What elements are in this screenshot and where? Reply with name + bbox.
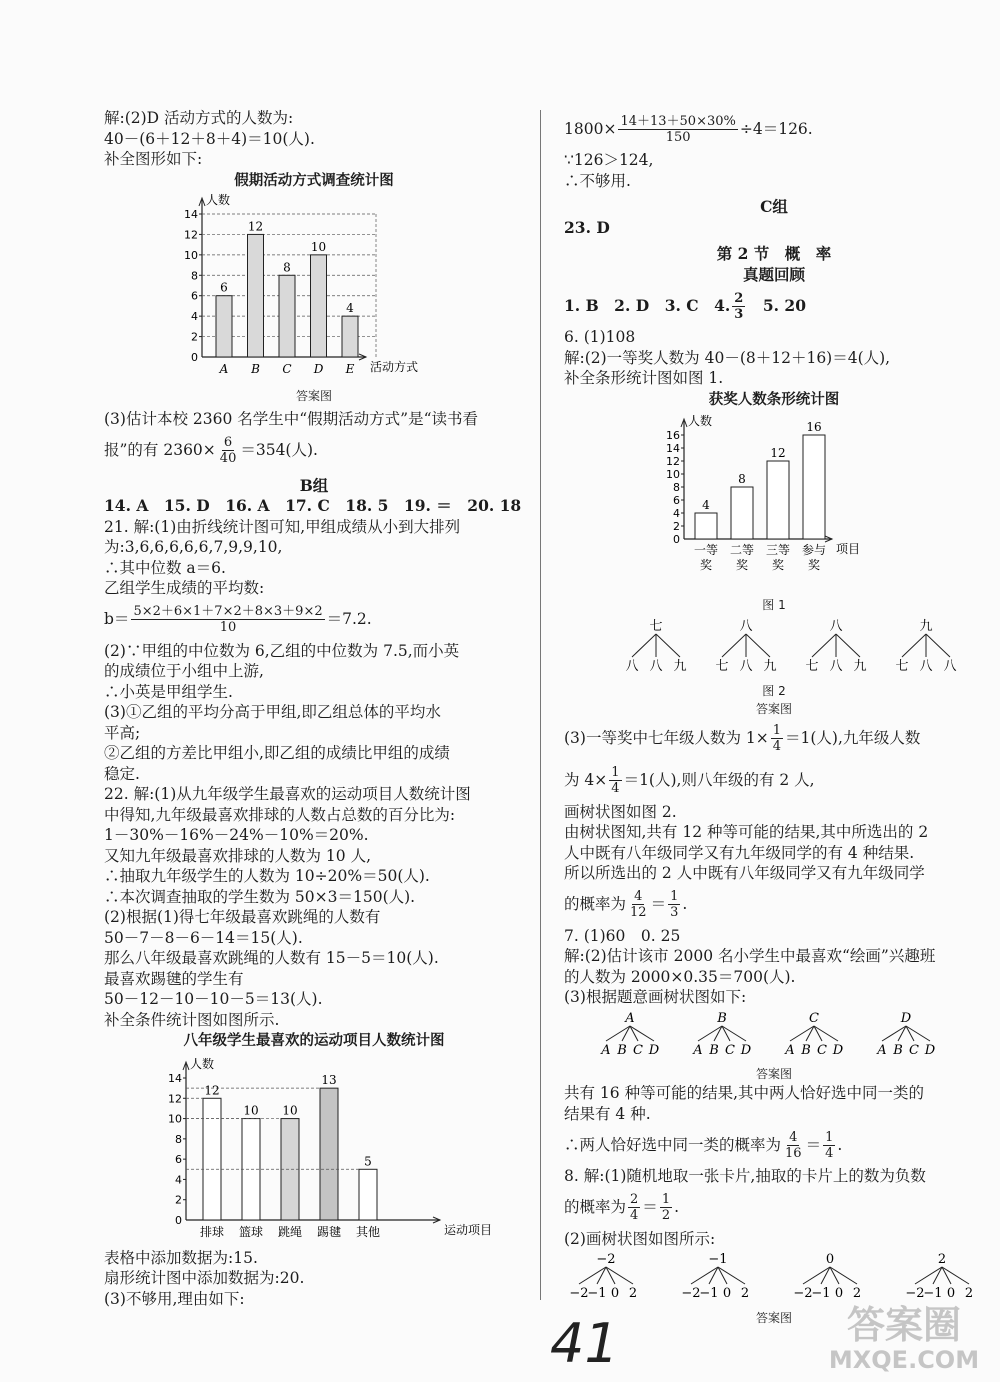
tree-leaf: 2 bbox=[852, 1286, 862, 1301]
text-line-with-fraction bbox=[564, 1187, 984, 1229]
tree-leaf: −1 bbox=[811, 1286, 831, 1301]
text-line: ∴抽取九年级学生的人数为 10÷20%＝50(人). bbox=[104, 867, 430, 885]
data-label: 10 bbox=[282, 1103, 298, 1118]
tree-leaf: 0 bbox=[834, 1286, 844, 1301]
tree-root-1: −1 bbox=[708, 1252, 728, 1267]
text-line-with-fraction bbox=[564, 718, 984, 760]
y-tick-label: 10 bbox=[184, 248, 198, 262]
text: 为 4× bbox=[564, 771, 608, 790]
tree-root-3: 2 bbox=[937, 1252, 947, 1267]
fraction bbox=[771, 723, 783, 754]
denominator: 40 bbox=[219, 451, 237, 466]
y-tick-label: 16 bbox=[666, 428, 680, 442]
tree-root-0: 七 bbox=[649, 619, 663, 634]
data-label: 8 bbox=[738, 471, 746, 486]
text: ＝7.2. bbox=[326, 610, 372, 629]
x-tick-label: B bbox=[251, 361, 260, 376]
chart1-caption: 答案图 bbox=[295, 389, 332, 403]
text-line: 所以所选出的 2 人中既有八年级同学又有九年级同学 bbox=[564, 864, 925, 882]
tree-leaf: 九 bbox=[673, 659, 687, 674]
tree-leaf: A bbox=[693, 1042, 703, 1058]
x-tick-label: 篮球 bbox=[238, 1225, 264, 1239]
denominator: 4 bbox=[630, 1208, 639, 1223]
y-tick-label: 14 bbox=[168, 1072, 182, 1085]
tree-root-0: A bbox=[625, 1010, 635, 1026]
text-line: 解:(2)一等奖人数为 40－(8＋12＋16)＝4(人), bbox=[564, 348, 891, 367]
chart2-award-bar-chart bbox=[564, 411, 984, 591]
text-line: (2)画树状图如图所示: bbox=[564, 1229, 716, 1248]
text-line: 稳定. bbox=[104, 764, 140, 783]
left-column bbox=[104, 108, 524, 1309]
text-line: (2)∵甲组的中位数为 6,乙组的中位数为 7.5,而小英 bbox=[104, 641, 460, 660]
chart3-sports-bar-chart bbox=[104, 1052, 524, 1242]
data-label: 4 bbox=[346, 300, 354, 315]
text-line: 的人数为 2000×0.35＝700(人). bbox=[564, 967, 796, 986]
text: 报”的有 2360× bbox=[104, 441, 216, 460]
text-line: 8. 解:(1)随机地取一张卡片,抽取的卡片上的数为负数 bbox=[564, 1167, 926, 1185]
x-axis-label: 项目 bbox=[836, 541, 861, 556]
y-tick-label: 0 bbox=[191, 350, 198, 364]
tree-leaf: D bbox=[832, 1042, 844, 1058]
tree-branch bbox=[812, 634, 836, 657]
y-tick-label: 6 bbox=[673, 493, 680, 507]
bar-B bbox=[248, 234, 264, 357]
tree-root-2: C bbox=[809, 1010, 819, 1026]
x-tick-label: 奖 bbox=[699, 557, 713, 572]
x-tick-label: E bbox=[345, 361, 355, 376]
text-line: ②乙组的方差比甲组小,即乙组的成绩比甲组的成绩 bbox=[104, 744, 450, 762]
text-line: 补全条形统计图如图 1. bbox=[564, 369, 724, 387]
y-tick-label: 4 bbox=[191, 309, 198, 323]
tree-leaf: C bbox=[909, 1042, 919, 1058]
tree-leaf: D bbox=[740, 1042, 752, 1058]
text-line: 乙组学生成绩的平均数: bbox=[104, 579, 265, 597]
tree3-caption: 答案图 bbox=[755, 1310, 792, 1325]
y-tick-label: 4 bbox=[175, 1173, 182, 1187]
tree-leaf: −1 bbox=[587, 1286, 607, 1301]
denominator: 10 bbox=[219, 620, 237, 635]
tree-leaf: D bbox=[648, 1042, 660, 1058]
subsection-title: 真题回顾 bbox=[742, 264, 805, 284]
denominator: 4 bbox=[825, 1145, 834, 1161]
numerator: 1 bbox=[670, 889, 679, 904]
text-line-with-fraction bbox=[564, 884, 984, 926]
data-label: 16 bbox=[806, 419, 822, 434]
numerator: 5×2＋6×1＋7×2＋8×3＋9×2 bbox=[133, 604, 323, 619]
bar-参与奖 bbox=[803, 435, 825, 539]
fraction bbox=[668, 889, 680, 920]
chart3-title: 八年级学生最喜欢的运动项目人数统计图 bbox=[183, 1033, 445, 1049]
text-line: 人中既有八年级同学又有九年级同学的有 4 种结果. bbox=[564, 843, 915, 862]
period: . bbox=[837, 1135, 843, 1154]
x-tick-label: C bbox=[282, 361, 292, 376]
tree-leaf: −1 bbox=[923, 1286, 943, 1301]
x-tick-label: 一等 bbox=[693, 542, 719, 557]
tree-leaf: 八 bbox=[649, 659, 663, 674]
bar-E bbox=[342, 316, 358, 357]
numerator: 4 bbox=[634, 889, 643, 904]
numerator: 1 bbox=[661, 1192, 671, 1207]
handwritten-page-number bbox=[545, 1310, 625, 1370]
fraction bbox=[609, 765, 621, 796]
tree-leaf: 八 bbox=[829, 659, 843, 674]
x-tick-label: 踢毽 bbox=[316, 1225, 342, 1239]
tree-leaf: 七 bbox=[715, 659, 729, 674]
tree-leaf: 八 bbox=[625, 659, 639, 674]
text-line: (3)不够用,理由如下: bbox=[104, 1289, 245, 1308]
text-line-with-fraction bbox=[564, 108, 984, 150]
tree-leaf: 九 bbox=[853, 659, 867, 674]
tree-branch bbox=[926, 634, 950, 657]
x-axis-label: 活动方式 bbox=[370, 359, 419, 374]
data-label: 10 bbox=[243, 1103, 259, 1118]
group-heading: C组 bbox=[760, 197, 788, 216]
tree-leaf: C bbox=[633, 1042, 643, 1058]
x-tick-label: 其他 bbox=[355, 1225, 381, 1239]
right-column bbox=[564, 108, 984, 1327]
text-line: 平高; bbox=[104, 723, 141, 742]
numerator: 6 bbox=[223, 435, 233, 450]
figure1-label: 图 1 bbox=[762, 598, 786, 612]
text: (3)一等奖中七年级人数为 1× bbox=[564, 729, 769, 748]
x-tick-label: A bbox=[219, 361, 229, 376]
tree-branch bbox=[656, 634, 680, 657]
section-title: 第 2 节 概 率 bbox=[716, 244, 832, 263]
y-tick-label: 8 bbox=[191, 268, 198, 282]
text-line: 结果有 4 种. bbox=[564, 1104, 651, 1123]
text-line: 最喜欢踢毽的学生有 bbox=[104, 969, 244, 988]
data-label: 5 bbox=[364, 1154, 372, 1169]
numerator: 2 bbox=[630, 1192, 639, 1207]
period: . bbox=[674, 1198, 680, 1217]
y-tick-label: 12 bbox=[666, 454, 680, 468]
period: . bbox=[682, 895, 688, 914]
text: ∴两人恰好选中同一类的概率为 bbox=[564, 1135, 782, 1154]
tree-leaf: B bbox=[617, 1042, 627, 1058]
y-tick-label: 8 bbox=[175, 1132, 182, 1146]
tree-leaf: −2 bbox=[905, 1286, 925, 1301]
text-line: 50－7－8－6－14＝15(人). bbox=[104, 928, 303, 947]
text-line: 由树状图知,共有 12 种等可能的结果,其中所选出的 2 bbox=[564, 823, 929, 841]
text-line: ∴小英是甲组学生. bbox=[104, 682, 233, 701]
tree-leaf: −2 bbox=[569, 1286, 589, 1301]
bar-D bbox=[311, 254, 327, 356]
text-line: (3)根据题意画树状图如下: bbox=[564, 988, 747, 1006]
numerator: 2 bbox=[734, 290, 744, 306]
tree-leaf: 0 bbox=[610, 1286, 620, 1301]
tree-branch bbox=[632, 634, 656, 657]
tree-leaf: B bbox=[893, 1042, 903, 1058]
tree-diagram-letters bbox=[564, 1008, 984, 1060]
tree-branch bbox=[902, 634, 926, 657]
text: 的概率为 bbox=[564, 895, 627, 914]
denominator: 150 bbox=[665, 129, 691, 145]
y-tick-label: 12 bbox=[184, 227, 198, 241]
tree-leaf: C bbox=[817, 1042, 827, 1058]
text-line: 画树状图如图 2. bbox=[564, 802, 677, 821]
tree-leaf: A bbox=[785, 1042, 795, 1058]
data-label: 8 bbox=[283, 259, 291, 274]
text-line-with-fraction bbox=[564, 1124, 984, 1166]
y-tick-label: 4 bbox=[673, 506, 680, 520]
chart1-title: 假期活动方式调查统计图 bbox=[234, 172, 394, 189]
figure-caption: 答案图 bbox=[755, 701, 792, 716]
text-line: 共有 16 种等可能的结果,其中两人恰好选中同一类的 bbox=[564, 1084, 925, 1102]
text-line: 又知九年级最喜欢排球的人数为 10 人, bbox=[104, 846, 372, 865]
tree-leaf: 2 bbox=[628, 1286, 638, 1301]
answer-line: 23. D bbox=[564, 217, 610, 237]
y-tick-label: 0 bbox=[673, 532, 680, 546]
x-tick-label: 参与 bbox=[801, 542, 827, 557]
bar-二等奖 bbox=[731, 487, 753, 539]
text-line: 6. (1)108 bbox=[564, 328, 636, 346]
text-line: 22. 解:(1)从九年级学生最喜欢的运动项目人数统计图 bbox=[104, 785, 471, 803]
x-tick-label: 跳绳 bbox=[277, 1225, 303, 1239]
tree-root-2: 0 bbox=[825, 1252, 835, 1267]
tree-branch bbox=[836, 634, 860, 657]
fraction bbox=[131, 604, 324, 635]
y-tick-label: 8 bbox=[673, 480, 680, 494]
data-label: 12 bbox=[204, 1083, 220, 1098]
text-line: 那么八年级最喜欢跳绳的人数有 15－5＝10(人). bbox=[104, 949, 439, 967]
text-line: 补全条件统计图如图所示. bbox=[104, 1010, 280, 1029]
text-line: 补全图形如下: bbox=[104, 150, 203, 168]
chart2-title: 获奖人数条形统计图 bbox=[708, 391, 840, 408]
y-axis-label: 人数 bbox=[206, 192, 231, 207]
text-line: 解:(2)估计该市 2000 名小学生中最喜欢“绘画”兴趣班 bbox=[564, 947, 936, 965]
tree-root-1: B bbox=[717, 1010, 727, 1026]
tree-leaf: 0 bbox=[722, 1286, 732, 1301]
fraction bbox=[618, 114, 737, 145]
tree-leaf: B bbox=[709, 1042, 719, 1058]
x-tick-label: 排球 bbox=[199, 1225, 225, 1239]
text-line: ∵126＞124, bbox=[564, 151, 654, 169]
tree-leaf: 八 bbox=[739, 659, 753, 674]
tree-leaf: 七 bbox=[895, 659, 909, 674]
tree-root-3: D bbox=[900, 1010, 912, 1026]
text-line-with-fraction bbox=[104, 430, 524, 472]
text-line: (3)估计本校 2360 名学生中“假期活动方式”是“读书看 bbox=[104, 410, 479, 428]
text: 1. B 2. D 3. C 4. bbox=[564, 295, 731, 315]
bar-A bbox=[216, 295, 232, 356]
answer-line-with-fraction bbox=[564, 285, 984, 327]
denominator: 3 bbox=[670, 905, 679, 920]
text: ＝1(人),则八年级的有 2 人, bbox=[623, 771, 815, 790]
tree-leaf: 2 bbox=[740, 1286, 750, 1301]
tree-leaf: 八 bbox=[919, 659, 933, 674]
text-line: 50－12－10－10－5＝13(人). bbox=[104, 990, 323, 1008]
text-line: 21. 解:(1)由折线统计图可知,甲组成绩从小到大排列 bbox=[104, 517, 461, 536]
text: 5. 20 bbox=[747, 295, 806, 315]
text: ＝354(人). bbox=[240, 441, 318, 460]
numerator: 1 bbox=[611, 765, 620, 780]
text-line: ∴其中位数 a＝6. bbox=[104, 558, 226, 577]
text-line: ∴本次调查抽取的学生数为 50×3＝150(人). bbox=[104, 887, 416, 906]
tree-leaf: −2 bbox=[681, 1286, 701, 1301]
answer-line: 14. A 15. D 16. A 17. C 18. 5 19. ＝ 20. 18 bbox=[104, 496, 522, 515]
equals: ＝ bbox=[642, 1198, 658, 1217]
y-tick-label: 6 bbox=[175, 1153, 182, 1167]
text-line: (3)①乙组的平均分高于甲组,即乙组总体的平均水 bbox=[104, 703, 441, 721]
bar-C bbox=[279, 275, 295, 357]
bar-一等奖 bbox=[695, 513, 717, 539]
text-line: 中得知,九年级最喜欢排球的人数占总数的百分比为: bbox=[104, 805, 456, 824]
bar-排球 bbox=[203, 1098, 221, 1220]
data-label: 12 bbox=[770, 445, 786, 460]
text-line: 7. (1)60 0. 25 bbox=[564, 926, 681, 945]
tree-leaf: 2 bbox=[964, 1286, 974, 1301]
x-tick-label: 二等 bbox=[729, 542, 755, 557]
tree-diagram-numbers bbox=[564, 1249, 984, 1303]
data-label: 13 bbox=[321, 1073, 337, 1088]
tree-leaf: 七 bbox=[805, 659, 819, 674]
fraction bbox=[218, 435, 239, 466]
group-heading: B组 bbox=[299, 475, 329, 495]
numerator: 4 bbox=[789, 1129, 798, 1145]
denominator: 12 bbox=[630, 905, 647, 920]
numerator: 1 bbox=[825, 1129, 834, 1145]
fraction bbox=[783, 1130, 804, 1161]
tree2-caption: 答案图 bbox=[755, 1067, 792, 1081]
data-label: 12 bbox=[247, 218, 264, 233]
tree-diagram-grades bbox=[564, 614, 984, 676]
data-label: 10 bbox=[310, 239, 327, 254]
tree-root-2: 八 bbox=[829, 619, 843, 634]
text-line: 表格中添加数据为:15. bbox=[104, 1248, 258, 1267]
column-divider bbox=[540, 110, 541, 1300]
text-line-with-fraction bbox=[104, 599, 524, 641]
y-tick-label: 2 bbox=[175, 1193, 182, 1207]
y-axis-label: 人数 bbox=[688, 413, 713, 428]
equals: ＝ bbox=[805, 1135, 822, 1154]
denominator: 3 bbox=[734, 306, 744, 322]
fraction bbox=[823, 1130, 835, 1161]
text-line: 1－30%－16%－24%－10%＝20%. bbox=[104, 826, 369, 844]
watermark-logo bbox=[814, 1296, 994, 1374]
tree-leaf: C bbox=[725, 1042, 735, 1058]
watermark-line2: MXQE.COM bbox=[828, 1346, 980, 1374]
data-label: 4 bbox=[702, 497, 710, 512]
text-line: ∴不够用. bbox=[564, 171, 631, 190]
figure2-label: 图 2 bbox=[762, 683, 786, 698]
tree-leaf: D bbox=[924, 1042, 936, 1058]
text-line: 扇形统计图中添加数据为:20. bbox=[104, 1269, 305, 1287]
y-tick-label: 2 bbox=[673, 519, 680, 533]
numerator: 1 bbox=[772, 723, 782, 738]
text-line: 40－(6＋12＋8＋4)＝10(人). bbox=[104, 129, 315, 148]
fraction bbox=[628, 889, 649, 920]
tree-root-3: 九 bbox=[919, 619, 933, 634]
fraction bbox=[660, 1192, 672, 1223]
text: ÷4＝126. bbox=[739, 119, 813, 138]
bar-踢毽 bbox=[320, 1088, 338, 1220]
y-tick-label: 14 bbox=[666, 441, 680, 455]
y-tick-label: 0 bbox=[175, 1214, 182, 1227]
tree-branch bbox=[722, 634, 746, 657]
text: b＝ bbox=[104, 610, 130, 629]
text-line: 解:(2)D 活动方式的人数为: bbox=[104, 109, 294, 127]
x-tick-label: 奖 bbox=[771, 557, 785, 572]
tree-leaf: A bbox=[877, 1042, 887, 1058]
tree-leaf: 九 bbox=[763, 659, 777, 674]
text: 1800× bbox=[564, 119, 617, 138]
y-tick-label: 10 bbox=[666, 467, 680, 481]
text: 的概率为 bbox=[564, 1198, 627, 1217]
tree-leaf: A bbox=[601, 1042, 611, 1058]
watermark-line1: 答案圈 bbox=[846, 1303, 962, 1347]
tree-leaf: B bbox=[801, 1042, 811, 1058]
equals: ＝ bbox=[650, 895, 667, 914]
tree-branch bbox=[746, 634, 770, 657]
text-line: (2)根据(1)得七年级最喜欢跳绳的人数有 bbox=[104, 908, 381, 926]
y-tick-label: 14 bbox=[184, 207, 198, 221]
y-tick-label: 12 bbox=[168, 1092, 182, 1106]
denominator: 4 bbox=[772, 739, 782, 754]
tree-leaf: −1 bbox=[699, 1286, 719, 1301]
x-tick-label: 三等 bbox=[765, 542, 791, 557]
y-tick-label: 2 bbox=[191, 330, 198, 344]
text-line-with-fraction bbox=[564, 760, 984, 802]
text-line: 的成绩位于小组中上游, bbox=[104, 662, 264, 680]
fraction bbox=[732, 291, 745, 322]
numerator: 14＋13＋50×30% bbox=[620, 113, 736, 129]
handwritten-text: 41 bbox=[550, 1312, 619, 1370]
denominator: 16 bbox=[785, 1145, 802, 1161]
bar-其他 bbox=[359, 1169, 377, 1220]
x-tick-label: 奖 bbox=[807, 557, 821, 572]
text-line: 为:3,6,6,6,6,6,7,9,9,10, bbox=[104, 538, 283, 556]
fraction bbox=[628, 1192, 640, 1223]
tree-root-1: 八 bbox=[739, 619, 753, 634]
data-label: 6 bbox=[220, 280, 228, 295]
tree-root-0: −2 bbox=[596, 1252, 616, 1267]
text: ＝1(人),九年级人数 bbox=[785, 729, 921, 748]
y-tick-label: 6 bbox=[191, 289, 198, 303]
tree-leaf: 0 bbox=[946, 1286, 956, 1301]
tree-leaf: 八 bbox=[943, 659, 957, 674]
y-axis-label: 人数 bbox=[190, 1057, 215, 1071]
y-tick-label: 10 bbox=[168, 1112, 182, 1126]
tree-leaf: −2 bbox=[793, 1286, 813, 1301]
x-tick-label: D bbox=[313, 361, 324, 376]
denominator: 2 bbox=[661, 1208, 671, 1223]
x-axis-label: 运动项目 bbox=[444, 1223, 493, 1237]
x-tick-label: 奖 bbox=[735, 557, 749, 572]
chart1-activity-bar-chart bbox=[104, 192, 464, 382]
denominator: 4 bbox=[611, 781, 620, 796]
bar-三等奖 bbox=[767, 461, 789, 539]
